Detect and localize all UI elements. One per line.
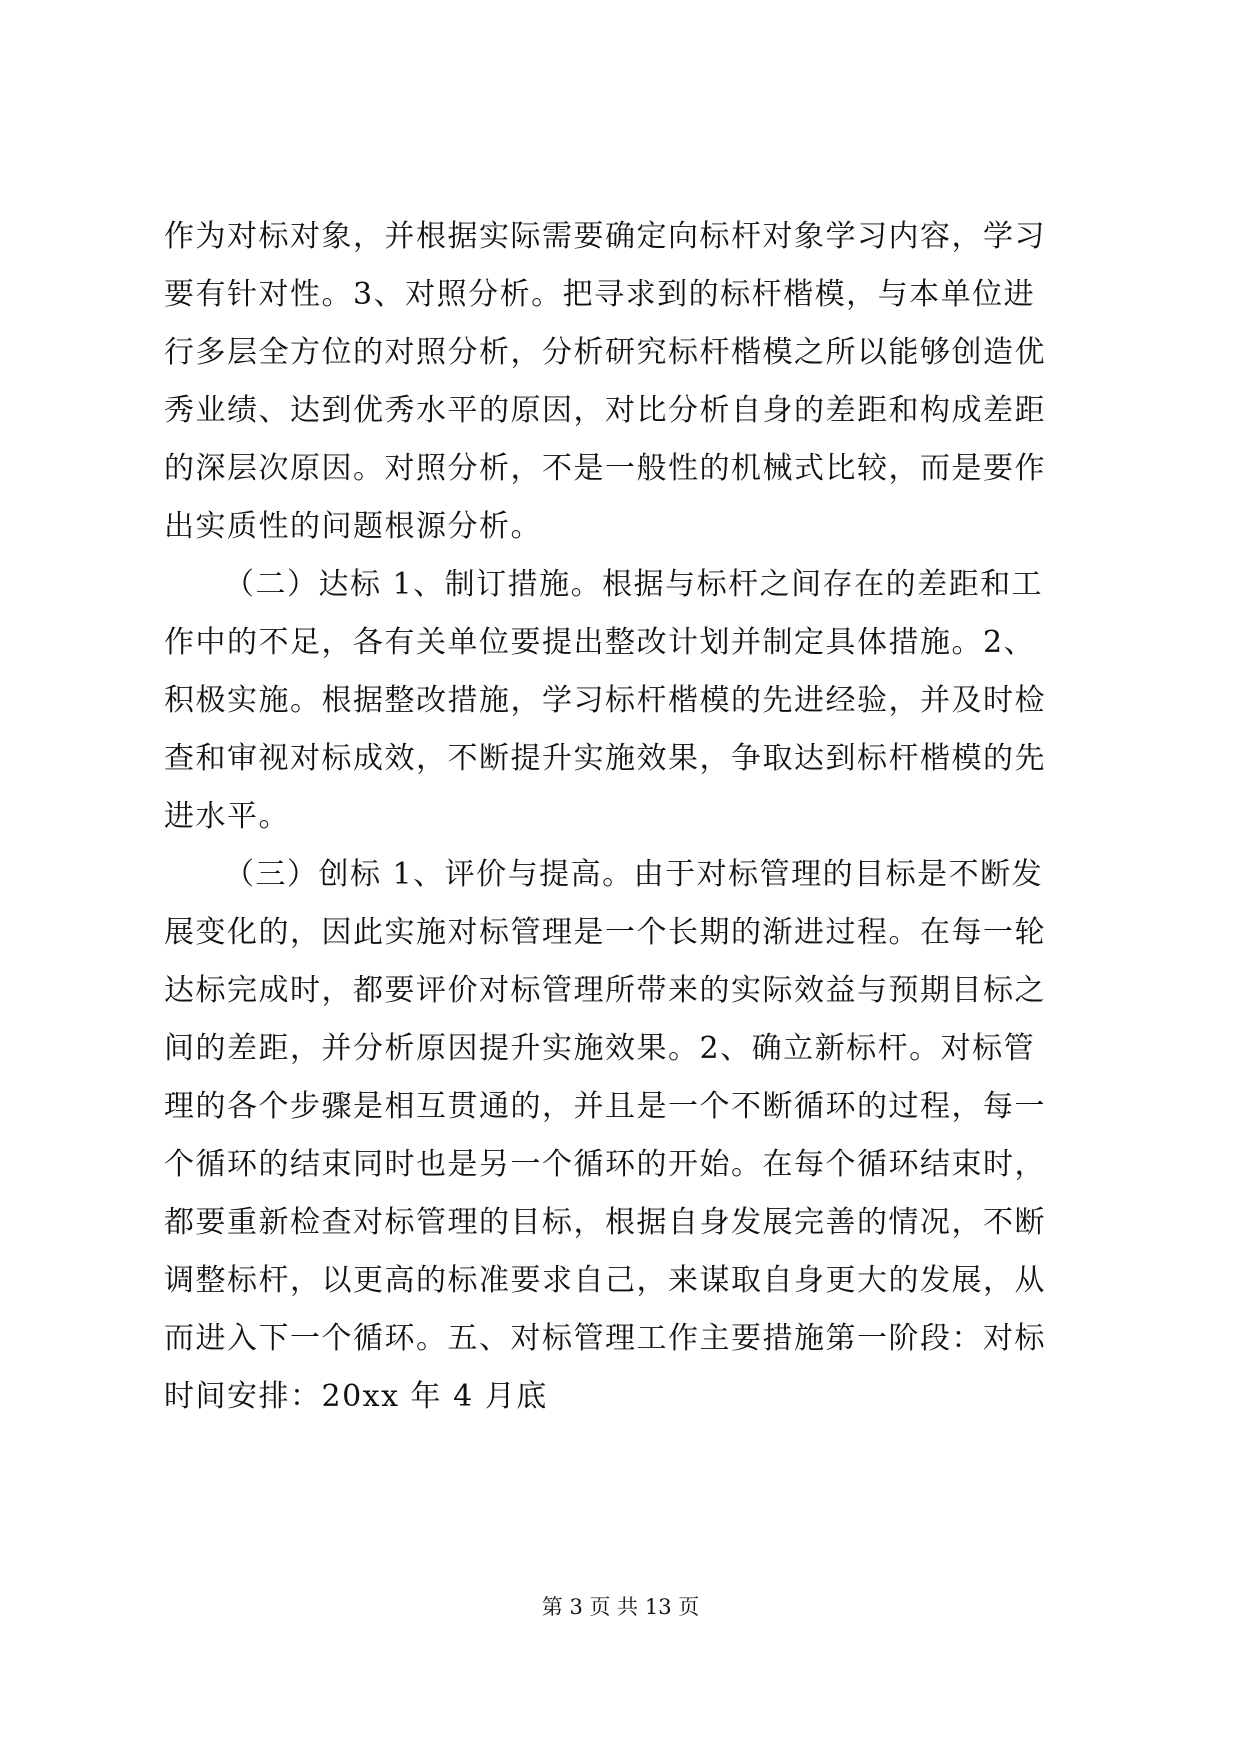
text-line: 进水平。 — [164, 799, 290, 834]
text-line: 达标完成时，都要评价对标管理所带来的实际效益与预期目标之 — [164, 973, 1046, 1008]
text-line: 都要重新检查对标管理的目标，根据自身发展完善的情况，不断 — [164, 1205, 1046, 1240]
text-line: 出实质性的问题根源分析。 — [164, 509, 542, 544]
text-line: 积极实施。根据整改措施，学习标杆楷模的先进经验，并及时检 — [164, 683, 1046, 718]
paragraph-first-line: （二）达标 1、制订措施。根据与标杆之间存在的差距和工 — [224, 567, 1044, 602]
text-line: 的深层次原因。对照分析，不是一般性的机械式比较，而是要作 — [164, 451, 1046, 486]
text-line: 展变化的，因此实施对标管理是一个长期的渐进过程。在每一轮 — [164, 915, 1046, 950]
text-line: 要有针对性。3、对照分析。把寻求到的标杆楷模，与本单位进 — [164, 277, 1036, 312]
text-line: 作中的不足，各有关单位要提出整改计划并制定具体措施。2、 — [164, 625, 1036, 660]
text-line: 秀业绩、达到优秀水平的原因，对比分析自身的差距和构成差距 — [164, 393, 1046, 428]
text-line: 查和审视对标成效，不断提升实施效果，争取达到标杆楷模的先 — [164, 741, 1046, 776]
text-line: 时间安排：20xx 年 4 月底 — [164, 1379, 548, 1414]
page-number-footer: 第 3 页 共 13 页 — [541, 1595, 700, 1619]
text-line: 间的差距，并分析原因提升实施效果。2、确立新标杆。对标管 — [164, 1031, 1036, 1066]
text-line: 理的各个步骤是相互贯通的，并且是一个不断循环的过程，每一 — [164, 1089, 1046, 1124]
text-line: 作为对标对象，并根据实际需要确定向标杆对象学习内容，学习 — [164, 219, 1046, 254]
text-line: 行多层全方位的对照分析，分析研究标杆楷模之所以能够创造优 — [164, 335, 1046, 370]
text-line: 而进入下一个循环。五、对标管理工作主要措施第一阶段：对标 — [164, 1321, 1046, 1356]
text-line: 调整标杆，以更高的标准要求自己，来谋取自身更大的发展，从 — [164, 1263, 1046, 1298]
text-line: 个循环的结束同时也是另一个循环的开始。在每个循环结束时， — [164, 1147, 1046, 1182]
paragraph-first-line: （三）创标 1、评价与提高。由于对标管理的目标是不断发 — [224, 857, 1044, 892]
